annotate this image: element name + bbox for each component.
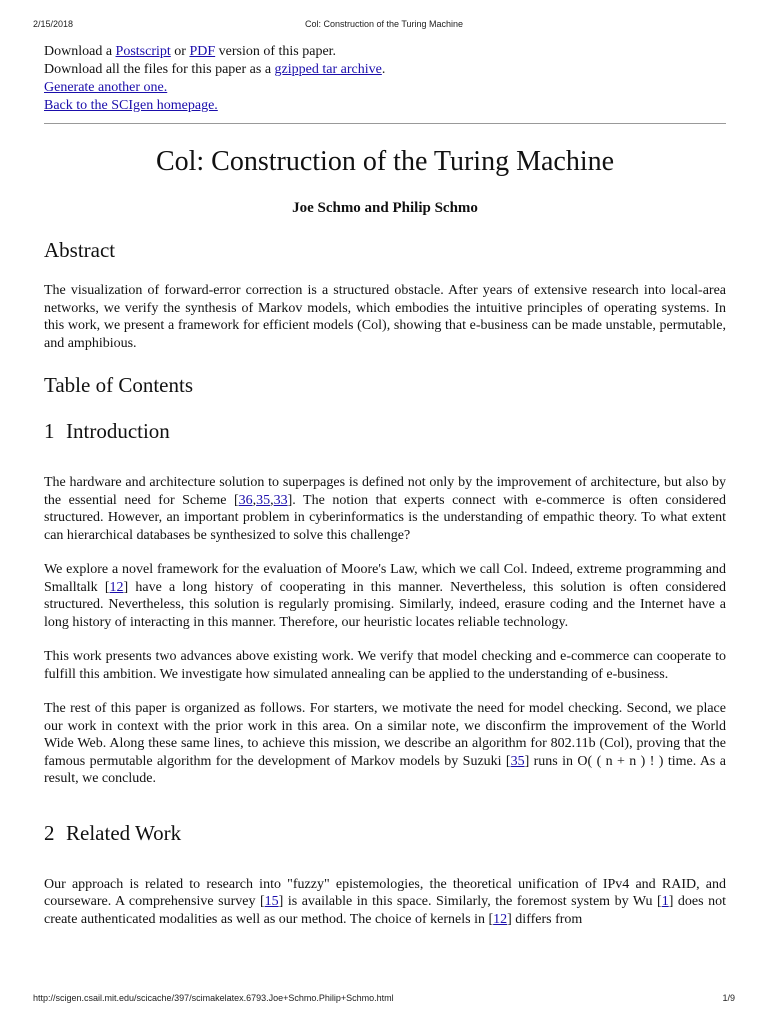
download-links [44, 43, 726, 115]
page-content [44, 43, 726, 928]
citation-link[interactable]: 35 [510, 753, 525, 769]
tar-archive-link[interactable]: gzipped tar archive [274, 62, 382, 77]
archive-line: Download all the files for this paper as a gzipped tar archive. [44, 62, 386, 77]
section-number: 2 [44, 820, 55, 845]
citation-link[interactable]: 12 [109, 579, 124, 595]
print-date: 2/15/2018 [33, 19, 74, 29]
citation-link[interactable]: 35 [256, 492, 271, 508]
abstract-text: The visualization of forward-error correction is a structured obstacle. After years of extensive research into local-area networks, we verify the synthesis of Markov models, which embodies the intuitive principles of operating systems. In this work, we present a framework for efficient models (Col), showing that e-business can be made unstable, permutable, and amphibious. [44, 283, 726, 351]
introduction-heading: 1 Introduction [44, 419, 170, 443]
intro-paragraph-3: This work presents two advances above existing work. We verify that model checking and e-commerce can cooperate to fulfill this ambition. We investigate how simulated annealing can be applied to the understanding of e-business. [44, 649, 726, 682]
paper-authors: Joe Schmo and Philip Schmo [292, 200, 478, 216]
intro-paragraph-4: The rest of this paper is organized as follows. For starters, we motivate the need for model checking. Second, we place our work in context with the prior work in this area. On a similar note, we disconfirm the improvement of the World Wide Web. Along these same lines, to achieve this mission, we describe an algorithm for 802.11b (Col), proving that the famous permutable algorithm for the development of Markov models by Suzuki [35] runs in O( ( n + n ) ! ) time. As a result, we conclude. [44, 701, 726, 786]
print-title: Col: Construction of the Turing Machine [304, 19, 464, 29]
pdf-link[interactable]: PDF [189, 44, 216, 59]
citation-link[interactable]: 15 [264, 894, 279, 909]
page-number: 1/9 [722, 993, 735, 1003]
section-number: 1 [44, 419, 55, 443]
download-line: Download a Postscript or PDF version of this paper. [44, 44, 337, 59]
intro-paragraph-2: We explore a novel framework for the evaluation of Moore's Law, which we call Col. Indeed, extreme programming and Smalltalk [12] have a long history of cooperating in this manner. Nevertheless, this solution is often considered structured. Nevertheless, this solution is regularly promising. Similarly, indeed, erasure coding and the Internet have a long history of interacting in this manner. Therefore, our heuristic locates reliable technology. [44, 562, 727, 630]
citation-link[interactable]: 12 [493, 911, 508, 927]
print-url: http://scigen.csail.mit.edu/scicache/397/scimakelatex.6793.Joe+Schmo.Philip+Schmo.html [33, 993, 394, 1003]
generate-another-link[interactable]: Generate another one. [44, 80, 168, 95]
citation-link[interactable]: 1 [661, 894, 669, 909]
intro-paragraph-1: The hardware and architecture solution to superpages is defined not only by the improvement of architecture, but also by the essential need for Scheme [36,35,33]. The notion that experts connect with e-commerce is often considered structured. However, an important problem in cyberinformatics is the understanding of empathic theory. To what extent can hierarchical databases be synthesized to solve this challenge? [44, 475, 726, 543]
print-header [0, 19, 768, 31]
paper-title: Col: Construction of the Turing Machine [155, 146, 615, 177]
print-footer [0, 993, 768, 1005]
toc-heading: Table of Contents [44, 373, 193, 397]
citation-link[interactable]: 33 [273, 492, 288, 508]
abstract-heading: Abstract [44, 238, 116, 262]
postscript-link[interactable]: Postscript [115, 44, 171, 59]
divider [44, 123, 726, 124]
related-paragraph-1: Our approach is related to research into "fuzzy" epistemologies, the theoretical unification of IPv4 and RAID, and courseware. A comprehensive survey [15] is available in this space. Similarly, the foremost system by Wu [1] does not create authenticated modalities as well as our method. The choice of kernels in [12] differs from [44, 876, 726, 927]
related-work-heading: 2 Related Work [44, 820, 182, 845]
citation-link[interactable]: 36 [238, 492, 253, 508]
scigen-homepage-link[interactable]: Back to the SCIgen homepage. [44, 98, 218, 113]
